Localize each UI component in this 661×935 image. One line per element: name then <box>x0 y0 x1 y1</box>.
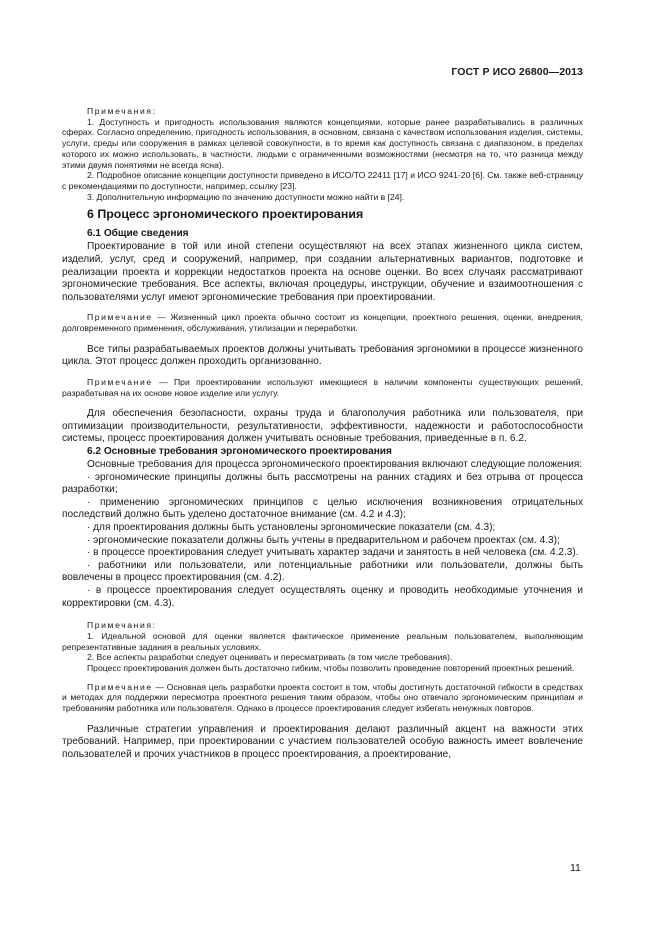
section-heading: 6 Процесс эргономического проектирования <box>87 207 364 222</box>
paragraph: Различные стратегии управления и проектирования делают различный акцент на важности этих требований. Например, при проектировании с участием пользователей особую важность имеет вовлечение пользователей и прочих участников в процесс проектирования, а проектирование, <box>62 723 583 761</box>
note-label: Примечание <box>87 681 153 692</box>
note-item: 2. Подробное описание концепции доступности приведено в ИСО/ТО 22411 [17] и ИСО 9241-20 [6]. См. также веб-страницу с рекомендациями по доступности, например, ссылку [23]. <box>62 170 583 191</box>
paragraph: Для обеспечения безопасности, охраны труда и благополучия работника или пользователя, при оптимизации производительности, результативности, эффективности, надежности и работоспособности системы, процесс проектирования должен учитывать основные требования, приведенные в п. 6.2. <box>62 408 583 445</box>
note-item: Процесс проектирования должен быть достаточно гибким, чтобы позволить проведение повторений проектных решений. <box>87 663 575 674</box>
notes-label: Примечания: <box>87 620 157 631</box>
note-label: Примечание <box>87 312 153 323</box>
list-item: · в процессе проектирования следует учитывать характер задачи и занятость в ней человека (см. 4.2.3). <box>87 547 579 559</box>
paragraph: Проектирование в той или иной степени осуществляют на всех этапах жизненного цикла систем, изделий, услуг, сред и сооружений, например, при создании альтернативных вариантов, подготовке и реализации проекта и коррекции недостатков проекта на основе оценки. Во всех случаях рассматривают эргономические требования. Все аспекты, включая процедуры, инструкции, обучение и взаимоотношения с пользователями услуг имеют эргономические требования при проектировании. <box>62 241 583 303</box>
list-item: · работники или пользователи, или потенциальные работники или пользователи, должны быть вовлечены в процесс проектирования (см. 4.2). <box>62 559 583 584</box>
paragraph: Все типы разрабатываемых проектов должны учитывать требования эргономики в процессе жизненного цикла. Этот процесс должен проходить организованно. <box>62 343 583 368</box>
note-text: — При проектировании используют имеющиеся в наличии компоненты существующих решений, разрабатывая на их основе новое изделие или услугу. <box>62 376 583 398</box>
note-text: — Жизненный цикл проекта обычно состоит из концепции, проектного решения, оценки, внедрения, долговременного применения, обслуживания, утилизации и переработки. <box>62 312 583 333</box>
note-item: 1. Идеальной основой для оценки является фактическое применение реальным пользователем, выполняющим репрезентативные задания в реальных условиях. <box>62 630 583 652</box>
subsection-heading: 6.2 Основные требования эргономического проектирования <box>87 446 392 458</box>
note-item: 1. Доступность и пригодность использования являются концепциями, которые ранее разрабатывались в различных сферах. Согласно определению, пригодность использования, в основном, связана с качеством использования изделия, системы, услуги, среды или сооружения в рамках целевой совокупности, в то время как доступность связана с диапазоном, в пределах которого их можно использовать, в частности, людьми с ограниченными возможностями (несмотря на то, что разница между этими двумя понятиями не всегда ясна). <box>62 116 583 170</box>
document-header: ГОСТ Р ИСО 26800—2013 <box>451 66 583 78</box>
list-item: · эргономические принципы должны быть рассмотрены на ранних стадиях и без отрыва от процесса разработки; <box>62 471 583 496</box>
note-label: Примечание <box>87 376 153 387</box>
paragraph: Основные требования для процесса эргономического проектирования включают следующие положения: <box>87 459 583 471</box>
note-paragraph <box>62 682 583 714</box>
note-paragraph <box>62 312 583 333</box>
list-item: · применению эргономических принципов с целью исключения возникновения отрицательных последствий должно быть уделено достаточное внимание (см. 4.2 и 4.3); <box>62 496 583 521</box>
note-text: — Основная цель разработки проекта состоит в том, чтобы достигнуть достаточной гибкости в средствах и методах для поддержки пересмотра проектного решения таким образом, чтобы оно отвечало эргономическим принципам и требованиям работника или пользователя. Однако в процессе проектирования следует избегать ненужных повторов. <box>62 681 583 714</box>
note-item: 3. Дополнительную информацию по значению доступности можно найти в [24]. <box>87 191 405 202</box>
page-number: 11 <box>570 862 581 874</box>
note-paragraph <box>62 377 583 398</box>
list-item: · в процессе проектирования следует осуществлять оценку и проводить необходимые уточнения и корректировки (см. 4.3). <box>62 585 583 609</box>
page-content <box>62 106 583 762</box>
notes-label: Примечания: <box>87 106 157 116</box>
note-item: 2. Все аспекты разработки следует оценивать и пересматривать (в том числе требования). <box>87 652 453 663</box>
list-item: · для проектирования должны быть установлены эргономические показатели (см. 4.3); <box>87 522 496 534</box>
subsection-heading: 6.1 Общие сведения <box>87 228 189 240</box>
list-item: · эргономические показатели должны быть учтены в предварительном и рабочем проектах (см. 4.3); <box>87 534 560 546</box>
